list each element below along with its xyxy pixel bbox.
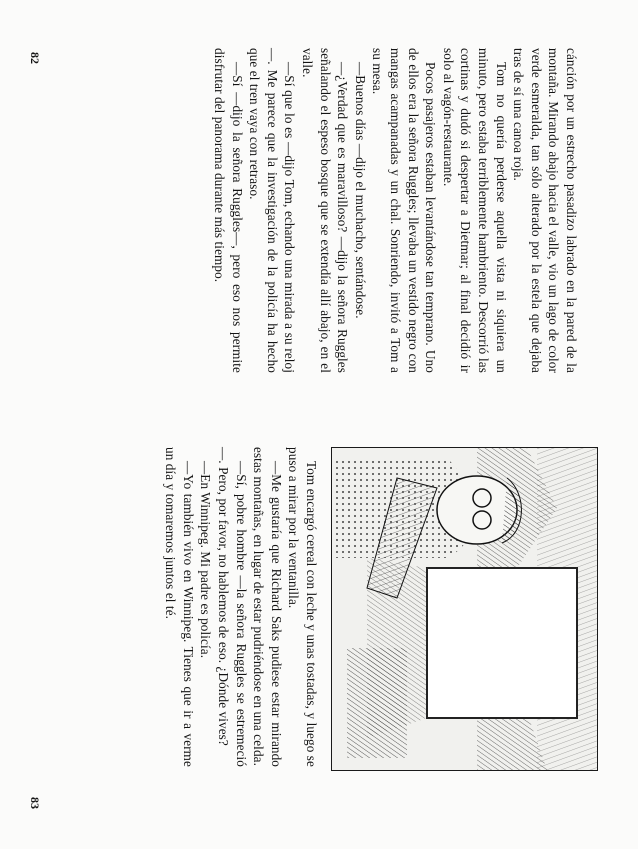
left-page <box>0 0 638 424</box>
paragraph: —¿Verdad que es maravilloso? —dijo la señora Ruggles señalando el espeso bosque que se extendía allí abajo, en el valle. <box>300 48 351 373</box>
paragraph: Pocos pasajeros estaban levantándose tan temprano. Uno de ellos era la señora Ruggles; llevaba un vestido negro con mangas acampanadas y un chal. Sonriendo, invitó a Tom a su mesa. <box>370 48 439 373</box>
right-page <box>0 425 638 849</box>
paragraph: cánción por un estrecho pasadizo labrado en la pared de la montaña. Mirando abajo hacia el valle, vio un lago de color verde esmeralda, tan sólo alterado por la estela que dejaba tras de sí una canoa roja. <box>511 48 579 373</box>
paragraph: —Sí que lo es —dijo Tom, echando una mirada a su reloj—. Me parece que la investigación de la policía ha hecho que el tren vaya con retraso. <box>247 48 298 373</box>
right-page-text <box>162 447 320 767</box>
paragraph: —Sí, pobre hombre —la señora Ruggles se estremeció—. Pero, por favor, no hablemos de eso. ¿Dónde vives? <box>216 447 249 767</box>
paragraph: —En Winnipeg. Mi padre es policía. <box>198 461 214 659</box>
paragraph: —Buenos días —dijo el muchacho, sentándose. <box>352 62 368 319</box>
paragraph: Tom encargó cereal con leche y unas tostadas, y luego se puso a mirar por la ventanilla. <box>286 447 319 767</box>
paragraph: Tom no quería perderse aquella vista ni siquiera un minuto, pero estaba terriblemente hambriento. Descorrió las cortinas y dudó si despertar a Dietmar; al final decidió ir solo al vagón-restaurante. <box>440 48 509 373</box>
page-number-left: 82 <box>28 52 42 64</box>
paragraph: —Yo también vivo en Winnipeg. Tienes que ir a verme un día y tomaremos juntos el té. <box>163 447 196 767</box>
paragraph: —Sí —dijo la señora Ruggles—, pero eso nos permite disfrutar del panorama durante más tiempo. <box>212 48 245 373</box>
illustration-drawing <box>332 448 597 770</box>
paragraph: —Me gustaría que Richard Saks pudiese estar mirando estas montañas, en lugar de estar pudriéndose en una celda. <box>251 447 284 767</box>
left-page-text <box>211 48 580 373</box>
page-number-right: 83 <box>28 797 42 809</box>
illustration <box>331 447 598 771</box>
